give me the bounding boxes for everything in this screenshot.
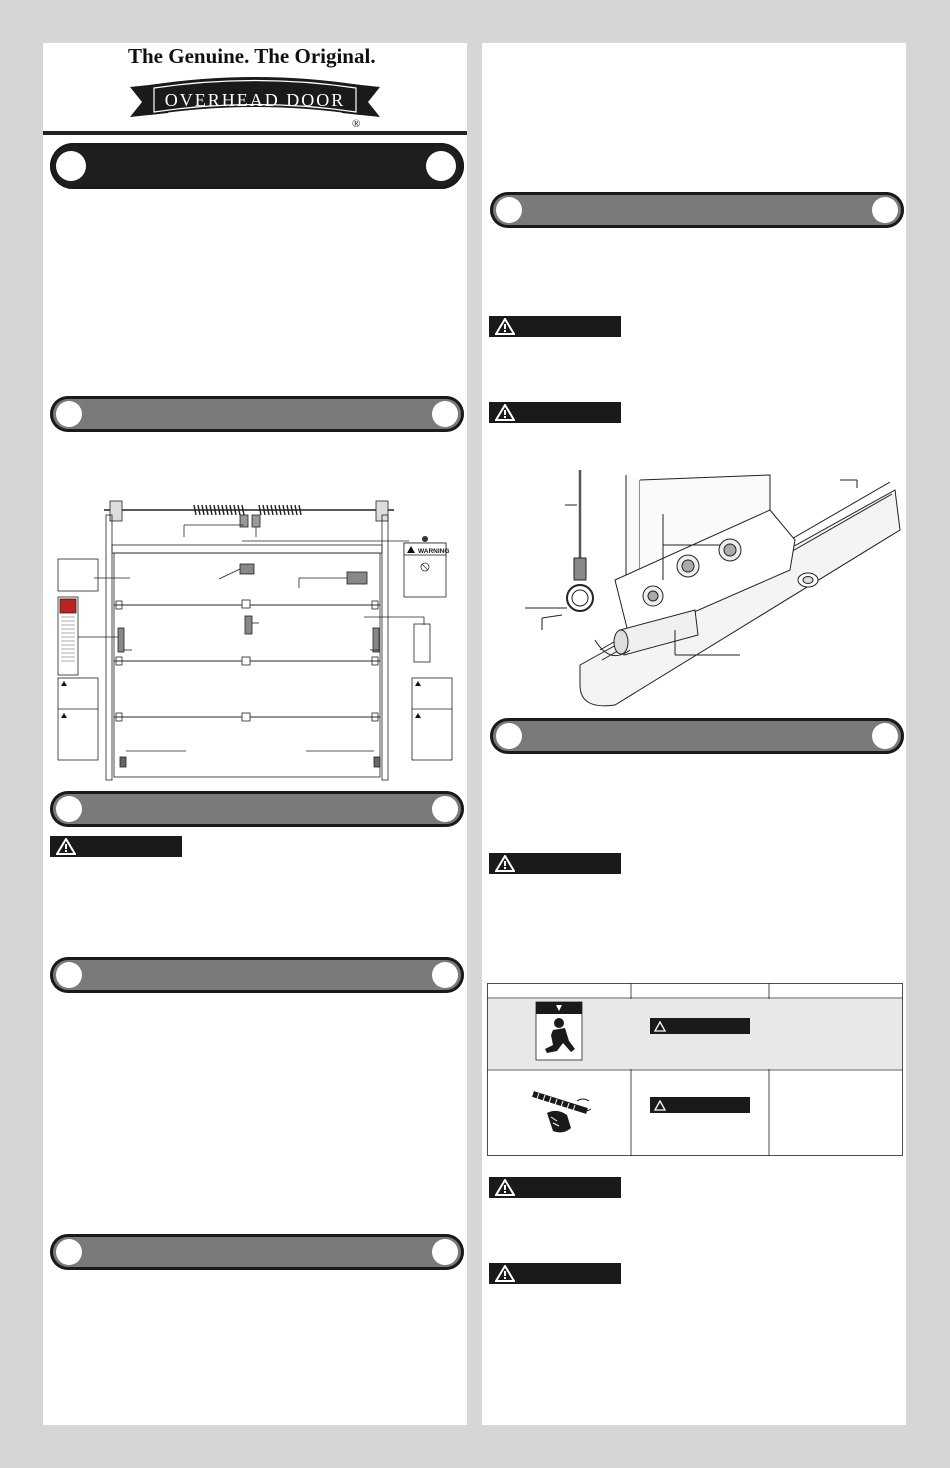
section-bar-4: [50, 957, 464, 993]
section-bar-1: [50, 143, 464, 189]
warning-triangle-icon: [495, 855, 515, 872]
warning-block-1: [50, 836, 182, 857]
bottom-bracket-diagram: [520, 470, 905, 715]
warning-label-text: WARNING: [418, 548, 450, 555]
warning-triangle-icon: [495, 1265, 515, 1282]
section-bar-5: [50, 1234, 464, 1270]
spring-hand-icon: [533, 1093, 591, 1132]
section-bar-2: [50, 396, 464, 432]
section-bar-7: [490, 718, 904, 754]
tagline: The Genuine. The Original.: [128, 44, 376, 68]
warning-triangle-icon: [495, 1179, 515, 1196]
warning-block-6: [489, 1263, 621, 1284]
header-rule: [43, 131, 467, 135]
section-bar-3: [50, 791, 464, 827]
falling-person-icon: [536, 1002, 582, 1060]
hazard-table: [487, 983, 903, 1157]
warning-triangle-icon: [56, 838, 76, 855]
logo-text: OVERHEAD DOOR: [164, 90, 346, 110]
warning-block-5: [489, 1177, 621, 1198]
section-bar-6: [490, 192, 904, 228]
warning-triangle-icon: [495, 404, 515, 421]
warning-block-4: [489, 853, 621, 874]
overhead-door-logo: [128, 75, 382, 131]
garage-door-diagram: [54, 495, 459, 790]
warning-triangle-icon: [495, 318, 515, 335]
warning-block-3: [489, 402, 621, 423]
registered-mark: ®: [352, 118, 361, 130]
warning-block-2: [489, 316, 621, 337]
